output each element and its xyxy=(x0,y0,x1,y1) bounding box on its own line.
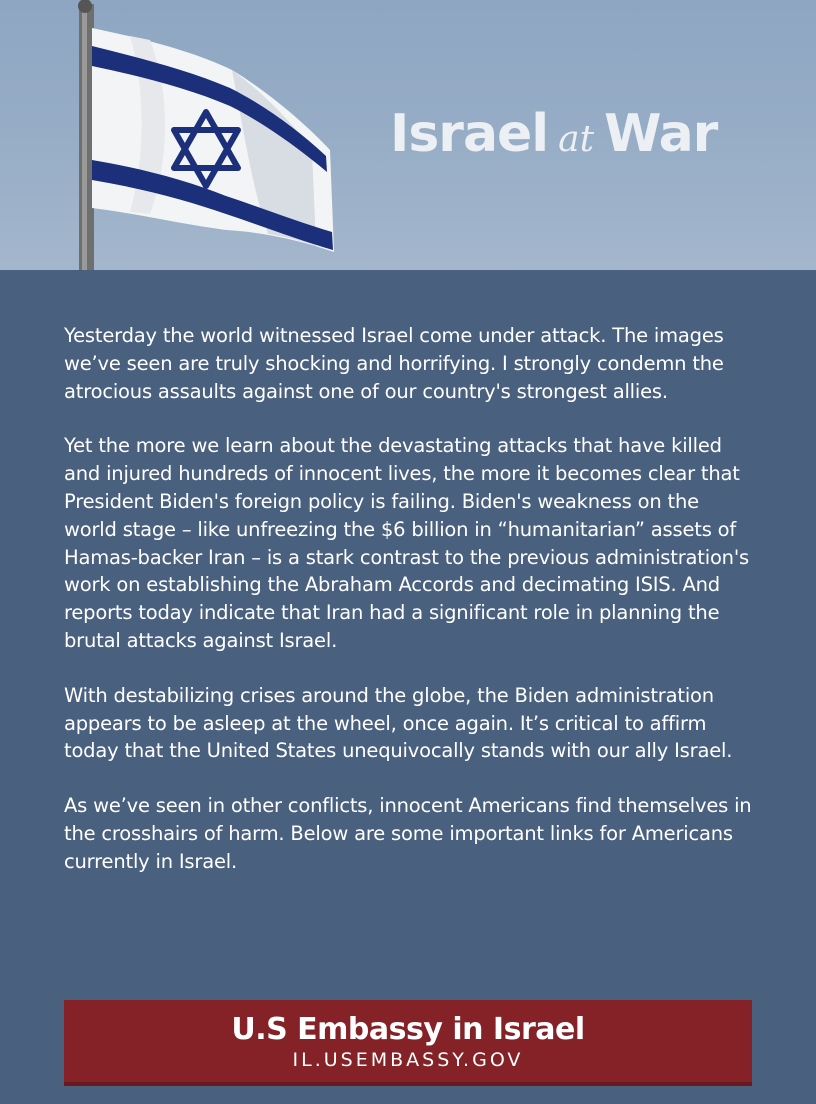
banner-title xyxy=(390,104,717,174)
paragraph-3: With destabilizing crises around the globe, the Biden administration appears to be asleep at the wheel, once again. It’s critical to affirm today that the United States unequivocally stands with our ally Israel. xyxy=(64,683,733,763)
banner-title-israel: Israel xyxy=(390,104,549,164)
embassy-link-button[interactable] xyxy=(64,1000,752,1086)
paragraph-4: As we’ve seen in other conflicts, innocent Americans find themselves in the crosshairs of harm. Below are some important links for Americans currently in Israel. xyxy=(64,794,752,873)
paragraph-1: Yesterday the world witnessed Israel come under attack. The images we’ve seen are truly shocking and horrifying. I strongly condemn the atrocious assaults against one of our country's strongest allies. xyxy=(64,324,724,403)
header-banner xyxy=(0,0,816,270)
paragraph-2: Yet the more we learn about the devastating attacks that have killed and injured hundreds of innocent lives, the more it becomes clear that President Biden's foreign policy is failing. Biden's weakness on the world stage – like unfreezing the $6 billion in “humanitarian” assets of Hamas-backer Iran – is a stark contrast to the previous administration's work on establishing the Abraham Accords and decimating ISIS. And reports today indicate that Iran had a significant role in planning the brutal attacks against Israel. xyxy=(64,434,749,652)
banner-title-war: War xyxy=(604,104,718,164)
embassy-name: U.S Embassy in Israel xyxy=(231,1012,585,1047)
embassy-url: IL.USEMBASSY.GOV xyxy=(292,1049,524,1071)
israel-flag-image xyxy=(0,0,360,270)
statement-body xyxy=(64,322,756,903)
banner-title-at: at xyxy=(558,119,595,160)
